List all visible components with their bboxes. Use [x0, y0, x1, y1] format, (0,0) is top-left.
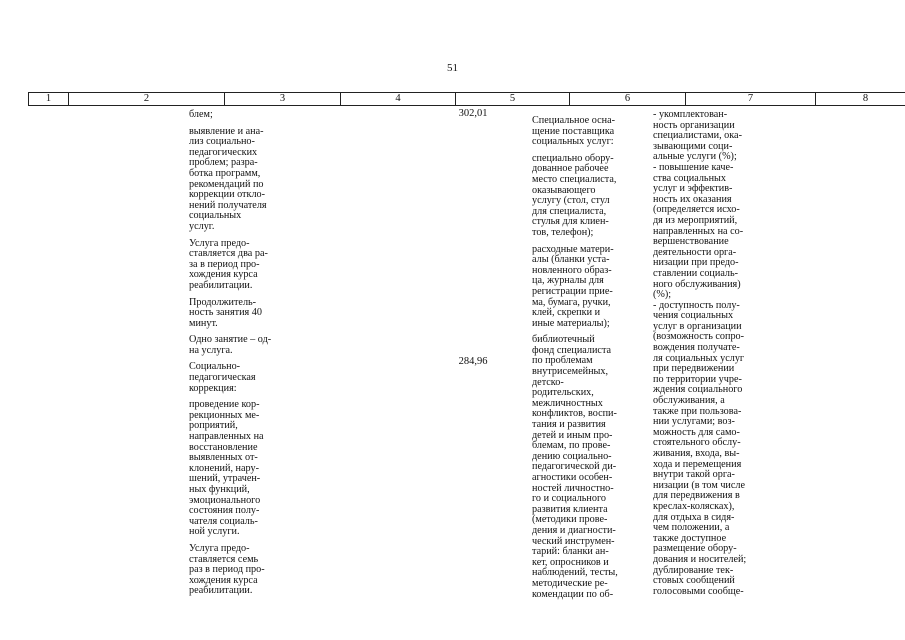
description-paragraph: блем;: [189, 109, 213, 120]
equipment-column: [532, 116, 642, 606]
description-paragraph: Услуга предо- ставляется два ра- за в период про- хождения курса реабилитации.: [189, 237, 268, 291]
indicators-text: - укомплектован- ность организации специалистами, ока- зывающими соци- альные услуги (%); - повышение каче- ства социальных услуг и эффектив- ность их оказания (определяется исхо- дя из мероприятий, направленных на со- вершенствование деятельности орга- низации при предо- ставлении социаль- ного обслуживания) (%); - доступность полу- чения социальных услуг в организации (возможность сопро- вождения получате- ля социальных услуг при передвижении по территории учре- ждения социального обслуживания, а также при пользова- нии услугами; воз- можность для само- стоятельного обслу- живания, входа, вы- хода и перемещения внутри такой орга- низации (в том числе для передвижения в креслах-колясках), для отдыха в сидя- чем положении, а также доступное размещение обору- дования и носителей; дублирование тек- стовых сообщений голосовыми сообще-: [653, 109, 747, 597]
column-number-5: 5: [456, 93, 570, 106]
tariff-value: 284,96: [458, 356, 488, 367]
tariff-value: 302,01: [458, 108, 488, 119]
equipment-paragraph: специально обору- дованное рабочее место специалиста, оказывающего услугу (стол, стул для специалиста, стулья для клиен- тов, телефон);: [532, 152, 617, 238]
quality-indicators-column: [653, 110, 768, 597]
column-number-2: 2: [69, 93, 225, 106]
column-number-3: 3: [225, 93, 341, 106]
description-paragraph: Услуга предо- ставляется семь раз в период про- хождения курса реабилитации.: [189, 542, 265, 597]
equipment-paragraph: расходные матери- алы (бланки уста- новленного образ- ца, журналы для регистрации прие- ма, бумага, ручки, клей, скрепки и иные материалы);: [532, 243, 614, 329]
equipment-paragraph: Специальное осна- щение поставщика социальных услуг:: [532, 115, 615, 148]
description-paragraph: Одно занятие – од- на услуга.: [189, 334, 272, 356]
service-description-column: [189, 110, 294, 603]
column-number-1: 1: [29, 93, 69, 106]
description-paragraph: Социально- педагогическая коррекция:: [189, 361, 256, 394]
column-header-row: [28, 92, 905, 106]
column-number-7: 7: [686, 93, 816, 106]
page-number: 51: [447, 62, 458, 74]
description-paragraph: выявление и ана- лиз социально- педагогических проблем; разра- ботка программ, рекомендаций по коррекции откло- нений получателя социальных услуг.: [189, 125, 267, 232]
column-number-6: 6: [570, 93, 686, 106]
description-paragraph: Продолжитель- ность занятия 40 минут.: [189, 296, 262, 329]
column-number-4: 4: [341, 93, 456, 106]
description-paragraph: проведение кор- рекционных ме- роприятий, направленных на восстановление выявленных от- клонений, нару- шений, утрачен- ных функций, эмоционального состояния полу- чателя социаль- ной услуги.: [189, 399, 264, 538]
column-number-8: 8: [816, 93, 905, 106]
equipment-paragraph: библиотечный фонд специалиста по проблемам внутрисемейных, детско- родительских, межличностных конфликтов, воспи- тания и развития детей и иным про- блемам, по прове- дению социально- педагогической ди- агностики особен- ностей личностно- го и социального развития клиента (методики прове- дения и диагности- ческий инструмен- тарий: бланки ан- кет, опросников и наблюдений, тесты, методические ре- комендации по об-: [532, 334, 618, 600]
